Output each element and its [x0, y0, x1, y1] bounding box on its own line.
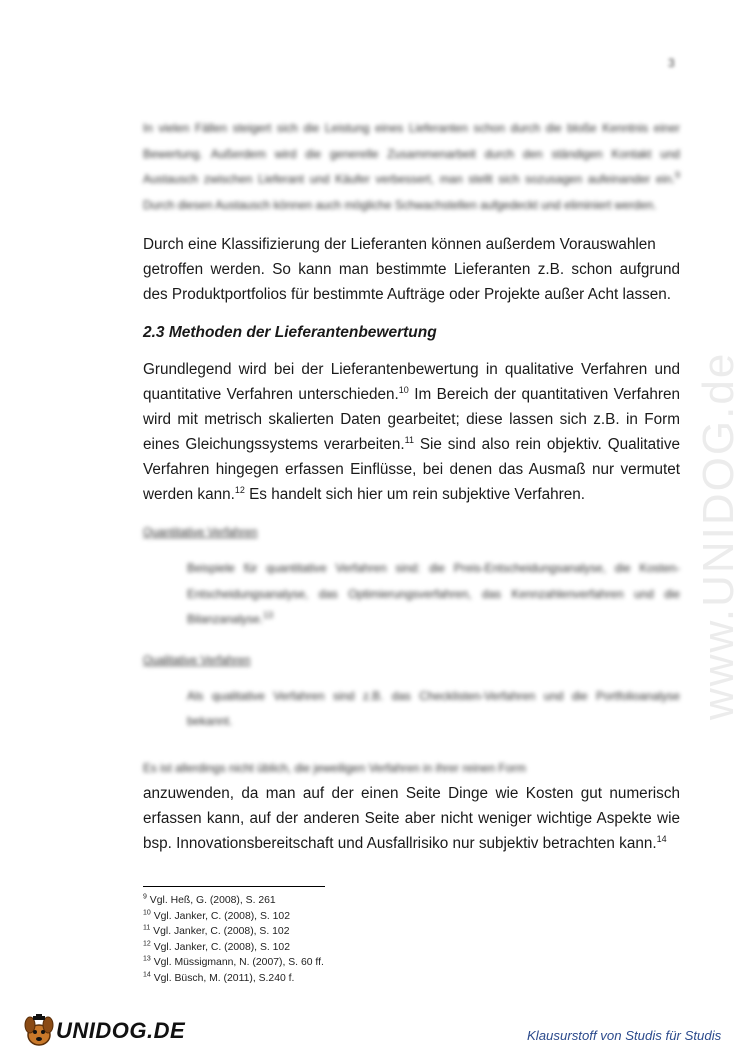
footnote-text: Vgl. Janker, C. (2008), S. 102: [153, 941, 290, 953]
blurred-paragraph-1-tail: Durch diesen Austausch können auch mögliche Schwachstellen aufgedeckt und eliminiert werden.: [143, 197, 657, 212]
footnote-ref-12: 12: [234, 484, 245, 495]
paragraph-2-text: getroffen werden. So kann man bestimmte Lieferanten z.B. schon aufgrund des Produktportfolios für bestimmte Aufträge oder Projekte außer Acht lassen.: [143, 261, 680, 303]
logo-text: UNIDOG.DE: [56, 1018, 186, 1043]
page-number: 3: [668, 56, 675, 70]
quantitative-text: [187, 556, 680, 633]
paragraph-4-body: anzuwenden, da man auf der einen Seite Dinge wie Kosten gut numerisch erfassen kann, auf der anderen Seite aber nicht weniger wichtige Aspekte wie bsp. Innovationsbereitschaft und Ausfallrisiko nur subjektiv betrachten kann.: [143, 785, 680, 852]
footnote: [143, 909, 680, 925]
footnote-ref-13: 13: [263, 610, 274, 621]
footnote-number: 12: [143, 940, 151, 948]
footer-slogan: Klausurstoff von Studis für Studis: [527, 1028, 722, 1043]
quantitative-text-body: Beispiele für quantitative Verfahren sind: die Preis-Entscheidungsanalyse, die Kosten-Entscheidungsanalyse, das Optimierungsverfahren, das Kennzahlenverfahren und die Bilanzanalyse.: [187, 561, 680, 626]
paragraph-3-sentence-1: Grundlegend wird bei der Lieferantenbewertung in qualitative Verfahren und quantitative Verfahren unterschieden.: [143, 361, 680, 403]
paragraph-2: [143, 232, 680, 307]
footnote-ref-10: 10: [398, 384, 409, 395]
footnote-number: 14: [143, 971, 151, 979]
blurred-paragraph-1: [143, 116, 680, 218]
qualitative-heading: Qualitative Verfahren: [143, 654, 251, 667]
paragraph-2-cut-line: Durch eine Klassifizierung der Lieferanten können außerdem Vorauswahlen: [143, 236, 656, 253]
footnote-text: Vgl. Janker, C. (2008), S. 102: [153, 926, 290, 937]
paragraph-3-sentence-3: Sie sind also rein objektiv. Qualitative Verfahren hingegen erfassen Einflüsse, bei denen das Ausmaß nur vermutet werden kann.: [143, 436, 680, 503]
qualitative-text: Als qualitative Verfahren sind z.B. das Checklisten-Verfahren und die Portfolioanalyse bekannt.: [187, 688, 680, 728]
footnote-ref-14: 14: [656, 833, 667, 844]
paragraph-3-sentence-2: Im Bereich der quantitativen Verfahren wird mit metrisch skalierten Daten gearbeitet; diese lassen sich z.B. in Form eines Gleichungssystems verarbeiten.: [143, 386, 680, 453]
footnote-text: Vgl. Müssigmann, N. (2007), S. 60 ff.: [153, 957, 324, 968]
paragraph-3: [143, 357, 680, 507]
section-heading: 2.3 Methoden der Lieferantenbewertung: [143, 324, 437, 341]
paragraph-4: [143, 756, 680, 857]
footnote-number: 9: [143, 893, 147, 901]
quantitative-heading: Quantitative Verfahren: [143, 527, 258, 539]
paragraph-4-text: [143, 781, 680, 856]
footnote: [143, 971, 680, 987]
footnote: [143, 924, 680, 940]
footnote: [143, 940, 680, 956]
blurred-paragraph-1-text: In vielen Fällen steigert sich die Leistung eines Lieferanten schon durch die bloße Kenntnis einer Bewertung. Außerdem wird die generelle Zusammenarbeit durch den ständigen Kontakt und Austausch zwischen Lieferant und Käufer verbessert, man stellt sich sozusagen aufeinander ein.: [143, 121, 680, 186]
document-body: [143, 116, 680, 856]
dog-icon: [24, 1014, 54, 1048]
footnote-number: 13: [143, 955, 151, 963]
footnote-number: 11: [143, 924, 151, 932]
footnotes: [143, 886, 680, 986]
paragraph-4-blurred-line: Es ist allerdings nicht üblich, die jeweiligen Verfahren in ihrer reinen Form: [143, 760, 526, 775]
footnote-number: 10: [143, 909, 151, 917]
footnote: [143, 955, 680, 971]
footnote-ref-11: 11: [404, 434, 414, 445]
footnote-ref-9: 9: [674, 170, 680, 181]
footnote-text: Vgl. Büsch, M. (2011), S.240 f.: [153, 972, 295, 984]
paragraph-3-sentence-4: Es handelt sich hier um rein subjektive Verfahren.: [244, 486, 585, 503]
footnote: [143, 893, 680, 909]
footnote-text: Vgl. Heß, G. (2008), S. 261: [149, 895, 276, 906]
footnote-divider: [143, 886, 325, 887]
unidog-logo[interactable]: [24, 1014, 185, 1048]
footnote-text: Vgl. Janker, C. (2008), S. 102: [153, 910, 290, 922]
watermark: www.UNIDOG.de: [694, 351, 743, 720]
